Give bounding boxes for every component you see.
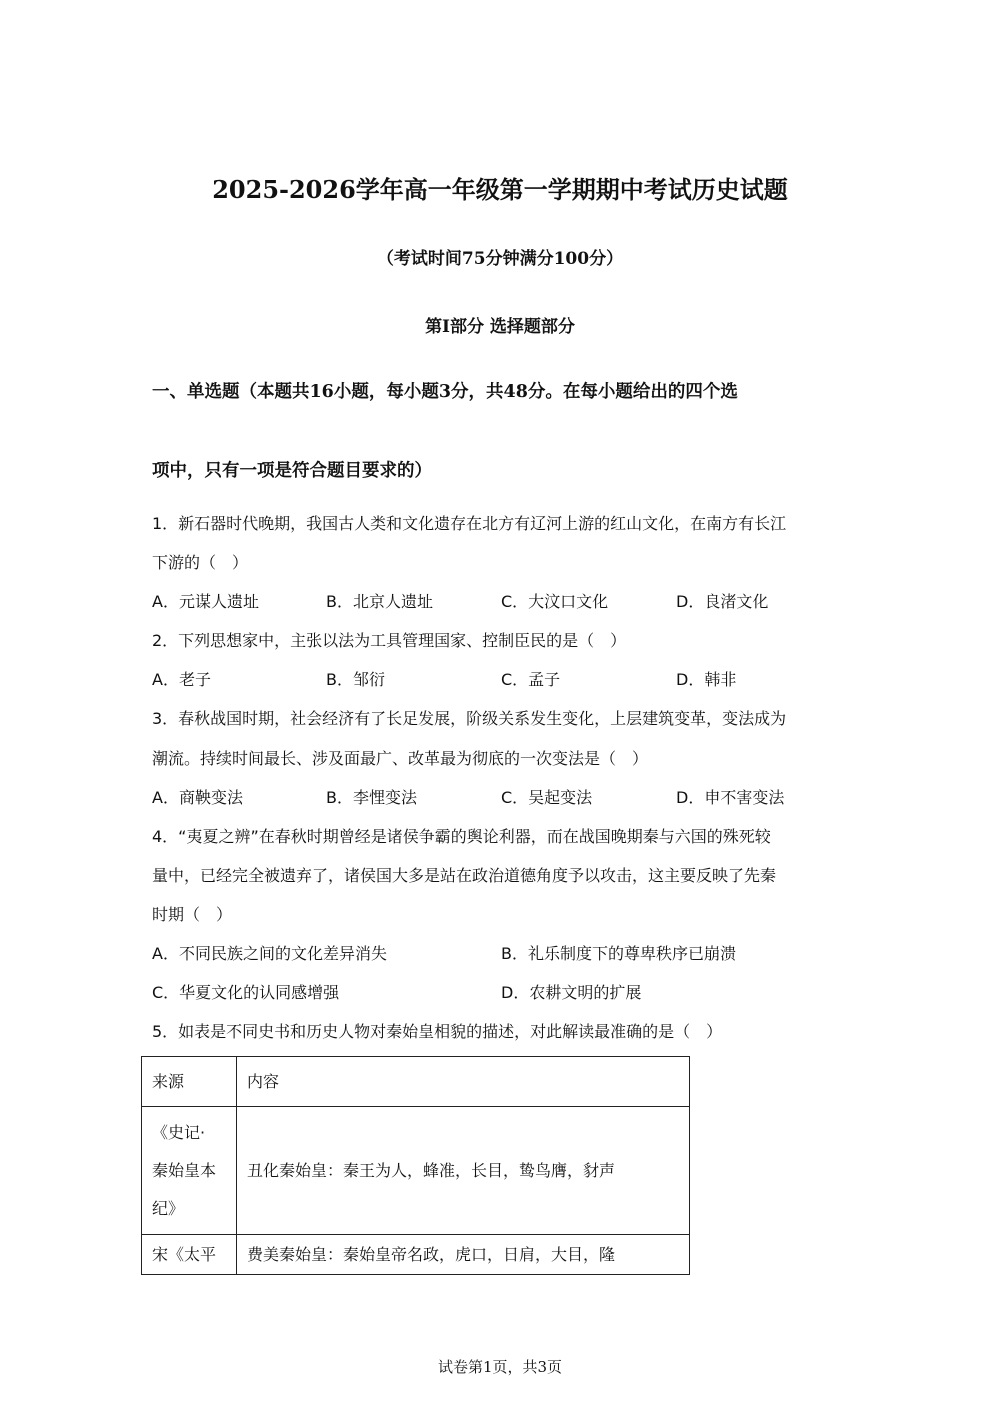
exam-title: 2025-2026学年高一年级第一学期期中考试历史试题 bbox=[212, 175, 788, 204]
question-1-line-2: 下游的（ ） bbox=[152, 553, 249, 572]
question-3-option-b: B．李悝变法 bbox=[326, 788, 417, 807]
question-2-option-b: B．邹衍 bbox=[326, 670, 385, 689]
question-3-option-a: A．商鞅变法 bbox=[152, 788, 243, 807]
table-cell-source-line: 秦始皇本 bbox=[152, 1160, 217, 1180]
question-2-option-d: D．韩非 bbox=[676, 670, 737, 689]
page-footer: 试卷第1页，共3页 bbox=[437, 1358, 563, 1376]
question-4-option-a: A．不同民族之间的文化差异消失 bbox=[152, 944, 387, 963]
question-4-line-1: 4．“夷夏之辨”在春秋时期曾经是诸侯争霸的舆论利器，而在战国晚期秦与六国的殊死较 bbox=[152, 827, 771, 846]
question-1-option-d: D．良渚文化 bbox=[676, 592, 769, 611]
question-4-option-b: B．礼乐制度下的尊卑秩序已崩溃 bbox=[501, 944, 736, 963]
table-row bbox=[142, 1235, 690, 1275]
table-cell-source-line: 宋《太平 bbox=[152, 1244, 217, 1264]
table-row bbox=[142, 1107, 690, 1235]
question-4-option-d: D．农耕文明的扩展 bbox=[501, 983, 642, 1002]
question-3-line-2: 潮流。持续时间最长、涉及面最广、改革最为彻底的一次变法是（ ） bbox=[152, 749, 649, 768]
section-heading-line-1: 一、单选题（本题共16小题，每小题3分，共48分。在每小题给出的四个选 bbox=[152, 382, 738, 402]
question-2-option-a: A．老子 bbox=[152, 670, 211, 689]
question-4-line-3: 时期（ ） bbox=[152, 905, 233, 924]
table-cell-source bbox=[142, 1235, 237, 1275]
question-1-option-a: A．元谋人遗址 bbox=[152, 592, 259, 611]
question-3-option-c: C．吴起变法 bbox=[501, 788, 593, 807]
table-header-source: 来源 bbox=[142, 1057, 237, 1107]
table-header-row bbox=[142, 1057, 690, 1107]
section-heading-line-2: 项中，只有一项是符合题目要求的） bbox=[152, 461, 432, 481]
table-cell-content: 费美秦始皇：秦始皇帝名政，虎口，日肩，大目，隆 bbox=[237, 1235, 690, 1275]
question-3-option-d: D．申不害变法 bbox=[676, 788, 785, 807]
question-2-line-1: 2．下列思想家中，主张以法为工具管理国家、控制臣民的是（ ） bbox=[152, 631, 627, 650]
source-table bbox=[141, 1056, 690, 1275]
question-1-line-1: 1．新石器时代晚期，我国古人类和文化遗存在北方有辽河上游的红山文化，在南方有长江 bbox=[152, 514, 787, 533]
table-cell-source-line: 《史记· bbox=[152, 1122, 206, 1142]
table-cell-source-line: 纪》 bbox=[152, 1198, 185, 1218]
question-4-line-2: 量中，已经完全被遗弃了，诸侯国大多是站在政治道德角度予以攻击，这主要反映了先秦 bbox=[152, 866, 777, 885]
question-1-option-c: C．大汶口文化 bbox=[501, 592, 609, 611]
question-1-option-b: B．北京人遗址 bbox=[326, 592, 433, 611]
table-cell-content: 丑化秦始皇：秦王为人，蜂准，长目，鸷鸟膺，豺声 bbox=[237, 1107, 690, 1235]
part-heading: 第Ⅰ部分 选择题部分 bbox=[425, 317, 575, 337]
table-cell-source bbox=[142, 1107, 237, 1235]
question-5-line-1: 5．如表是不同史书和历史人物对秦始皇相貌的描述，对此解读最准确的是（ ） bbox=[152, 1022, 723, 1041]
exam-duration-note: （考试时间75分钟满分100分） bbox=[376, 249, 624, 269]
table-header-content: 内容 bbox=[237, 1057, 690, 1107]
question-4-option-c: C．华夏文化的认同感增强 bbox=[152, 983, 340, 1002]
question-2-option-c: C．孟子 bbox=[501, 670, 561, 689]
question-3-line-1: 3．春秋战国时期，社会经济有了长足发展，阶级关系发生变化，上层建筑变革，变法成为 bbox=[152, 709, 787, 728]
